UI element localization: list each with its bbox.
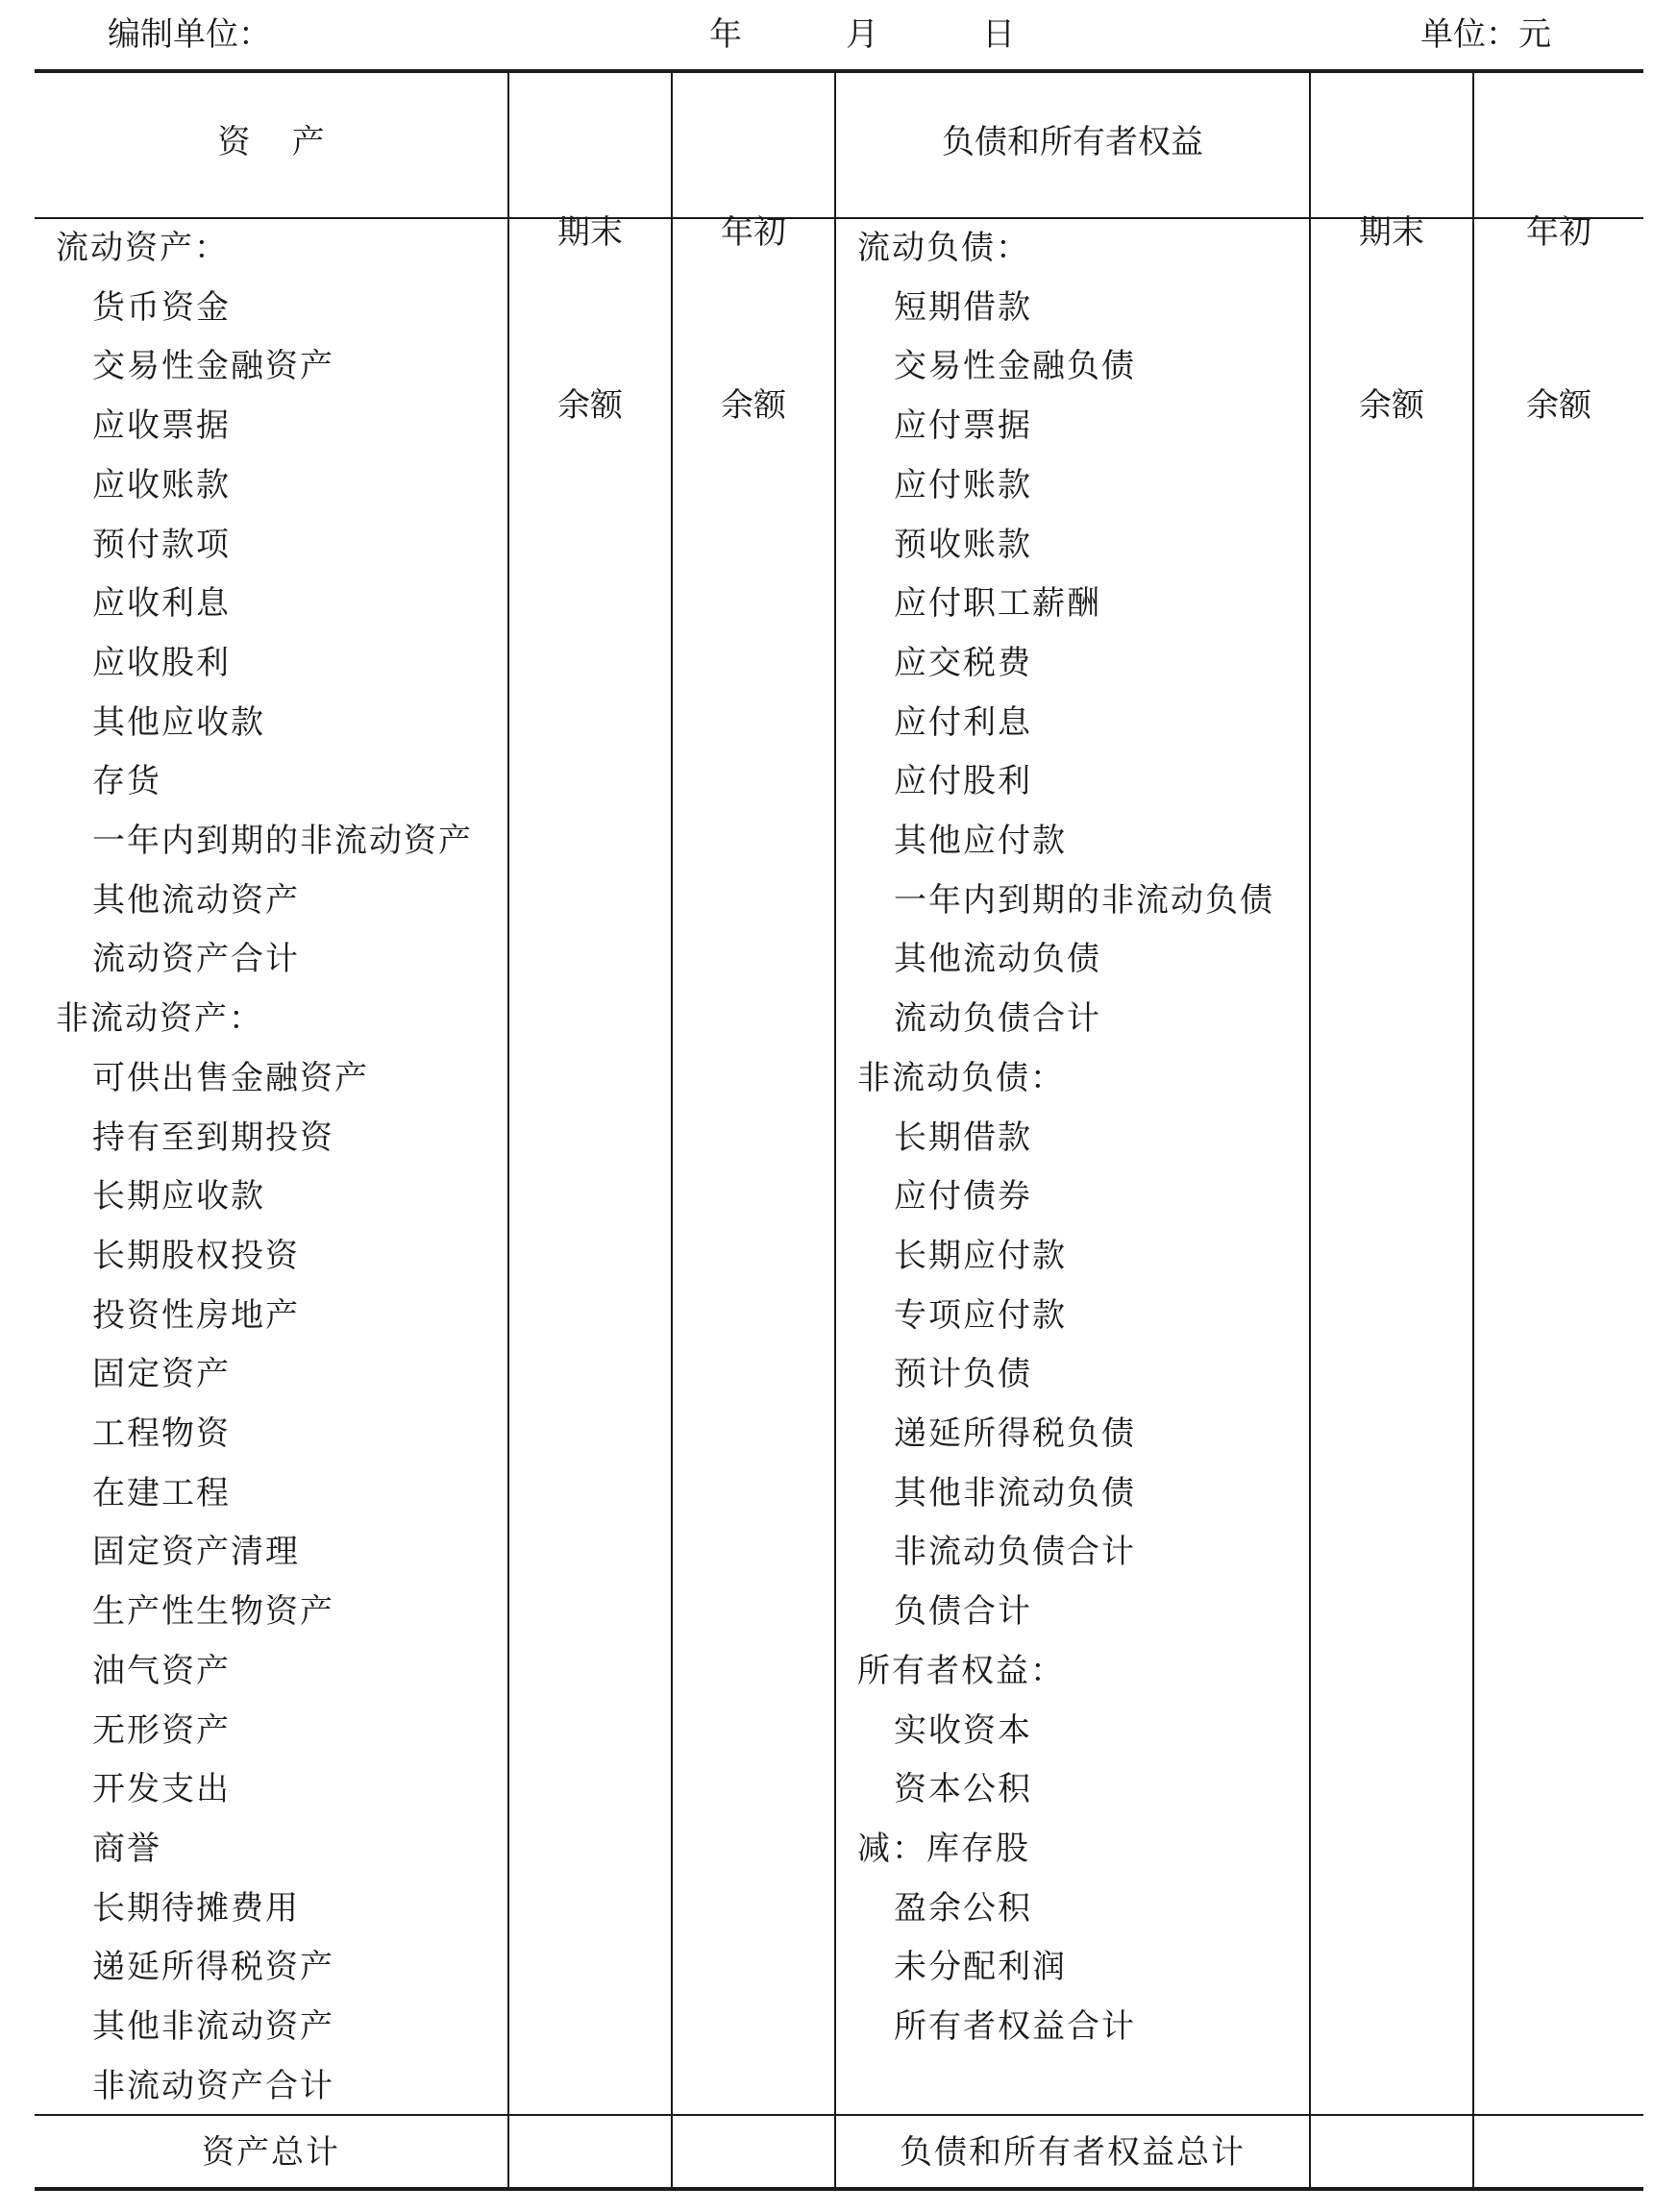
asset-line-item: 流动资产合计 xyxy=(92,940,300,979)
liability-line-item: 专项应付款 xyxy=(894,1295,1067,1335)
prepared-by-label: 编制单位： xyxy=(108,15,271,54)
end-balance-header-line2: 余额 xyxy=(557,386,623,425)
liability-line-item: 流动负债： xyxy=(857,229,1030,267)
liability-line-item: 一年内到期的非流动负债 xyxy=(894,880,1274,920)
asset-line-item: 工程物资 xyxy=(92,1414,231,1453)
liability-line-item: 实收资本 xyxy=(894,1710,1032,1750)
begin-balance-column-header xyxy=(1474,88,1643,550)
asset-line-item: 生产性生物资产 xyxy=(92,1592,334,1632)
liability-line-item: 应付债券 xyxy=(894,1177,1032,1217)
liability-line-item: 非流动负债： xyxy=(857,1058,1065,1097)
liability-line-item: 流动负债合计 xyxy=(894,999,1101,1039)
asset-line-item: 其他应收款 xyxy=(92,702,265,742)
liability-line-item: 应付利息 xyxy=(894,702,1032,742)
liability-line-item: 资本公积 xyxy=(894,1770,1032,1809)
liability-line-item: 非流动负债合计 xyxy=(894,1533,1136,1572)
assets-total-label: 资产总计 xyxy=(202,2133,340,2172)
assets-column-header: 资 产 xyxy=(217,123,325,161)
asset-line-item: 在建工程 xyxy=(92,1473,231,1512)
asset-line-item: 非流动资产合计 xyxy=(92,2066,334,2105)
asset-line-item: 应收利息 xyxy=(92,584,231,624)
table-top-rule xyxy=(35,69,1643,73)
liability-line-item: 其他非流动负债 xyxy=(894,1473,1136,1512)
asset-line-item: 非流动资产： xyxy=(56,999,263,1039)
liability-line-item: 盈余公积 xyxy=(894,1888,1032,1928)
asset-line-item: 流动资产： xyxy=(56,229,229,267)
begin-balance-header-line1: 年初 xyxy=(1526,213,1592,252)
begin-balance-header-line1: 年初 xyxy=(721,213,786,252)
asset-line-item: 应收股利 xyxy=(92,643,231,682)
liability-line-item: 其他流动负债 xyxy=(894,940,1101,979)
liability-line-item: 所有者权益： xyxy=(857,1651,1065,1690)
asset-line-item: 无形资产 xyxy=(92,1710,231,1750)
begin-balance-column-header xyxy=(673,88,834,550)
begin-balance-header-line2: 余额 xyxy=(721,386,786,425)
asset-line-item: 开发支出 xyxy=(92,1770,231,1809)
asset-line-item: 预付款项 xyxy=(92,525,231,564)
liability-line-item: 长期借款 xyxy=(894,1118,1032,1157)
end-balance-column-header xyxy=(509,88,671,550)
liabilities-equity-total-label: 负债和所有者权益总计 xyxy=(900,2133,1246,2172)
asset-line-item: 长期股权投资 xyxy=(92,1236,300,1275)
asset-line-item: 递延所得税资产 xyxy=(92,1948,334,1987)
end-balance-header-line2: 余额 xyxy=(1359,386,1424,425)
liability-line-item: 未分配利润 xyxy=(894,1948,1067,1987)
asset-line-item: 商誉 xyxy=(92,1829,161,1868)
end-balance-column-header xyxy=(1311,88,1472,550)
liability-line-item: 应付账款 xyxy=(894,465,1032,504)
liability-line-item: 交易性金融负债 xyxy=(894,347,1136,386)
asset-line-item: 交易性金融资产 xyxy=(92,347,334,386)
column-divider xyxy=(834,73,836,2189)
asset-line-item: 应收票据 xyxy=(92,406,231,446)
liability-line-item: 减：库存股 xyxy=(857,1829,1030,1868)
asset-line-item: 应收账款 xyxy=(92,465,231,504)
asset-line-item: 一年内到期的非流动资产 xyxy=(92,822,473,860)
asset-line-item: 投资性房地产 xyxy=(92,1295,300,1335)
asset-line-item: 油气资产 xyxy=(92,1651,231,1690)
totals-top-rule xyxy=(35,2114,1643,2116)
liability-line-item: 应付职工薪酬 xyxy=(894,584,1101,624)
date-label: 年 月 日 xyxy=(709,15,1016,54)
begin-balance-header-line2: 余额 xyxy=(1526,386,1592,425)
liability-line-item: 其他应付款 xyxy=(894,822,1067,860)
liability-line-item: 应交税费 xyxy=(894,643,1032,682)
liability-line-item: 负债合计 xyxy=(894,1592,1032,1632)
asset-line-item: 固定资产 xyxy=(92,1355,231,1394)
table-bottom-rule xyxy=(35,2187,1643,2191)
asset-line-item: 持有至到期投资 xyxy=(92,1118,334,1157)
end-balance-header-line1: 期末 xyxy=(557,213,623,252)
end-balance-header-line1: 期末 xyxy=(1359,213,1424,252)
liability-line-item: 所有者权益合计 xyxy=(894,2007,1136,2046)
liability-line-item: 应付票据 xyxy=(894,406,1032,446)
liability-line-item: 短期借款 xyxy=(894,287,1032,327)
asset-line-item: 固定资产清理 xyxy=(92,1533,300,1572)
liability-line-item: 预计负债 xyxy=(894,1355,1032,1394)
asset-line-item: 货币资金 xyxy=(92,287,231,327)
liabilities-equity-column-header: 负债和所有者权益 xyxy=(942,123,1203,161)
currency-unit-label: 单位：元 xyxy=(1420,15,1551,54)
asset-line-item: 其他流动资产 xyxy=(92,880,300,920)
liability-line-item: 应付股利 xyxy=(894,762,1032,801)
asset-line-item: 长期待摊费用 xyxy=(92,1888,300,1928)
liability-line-item: 递延所得税负债 xyxy=(894,1414,1136,1453)
asset-line-item: 其他非流动资产 xyxy=(92,2007,334,2046)
liability-line-item: 预收账款 xyxy=(894,525,1032,564)
liability-line-item: 长期应付款 xyxy=(894,1236,1067,1275)
asset-line-item: 长期应收款 xyxy=(92,1177,265,1217)
asset-line-item: 存货 xyxy=(92,762,161,801)
asset-line-item: 可供出售金融资产 xyxy=(92,1058,369,1097)
